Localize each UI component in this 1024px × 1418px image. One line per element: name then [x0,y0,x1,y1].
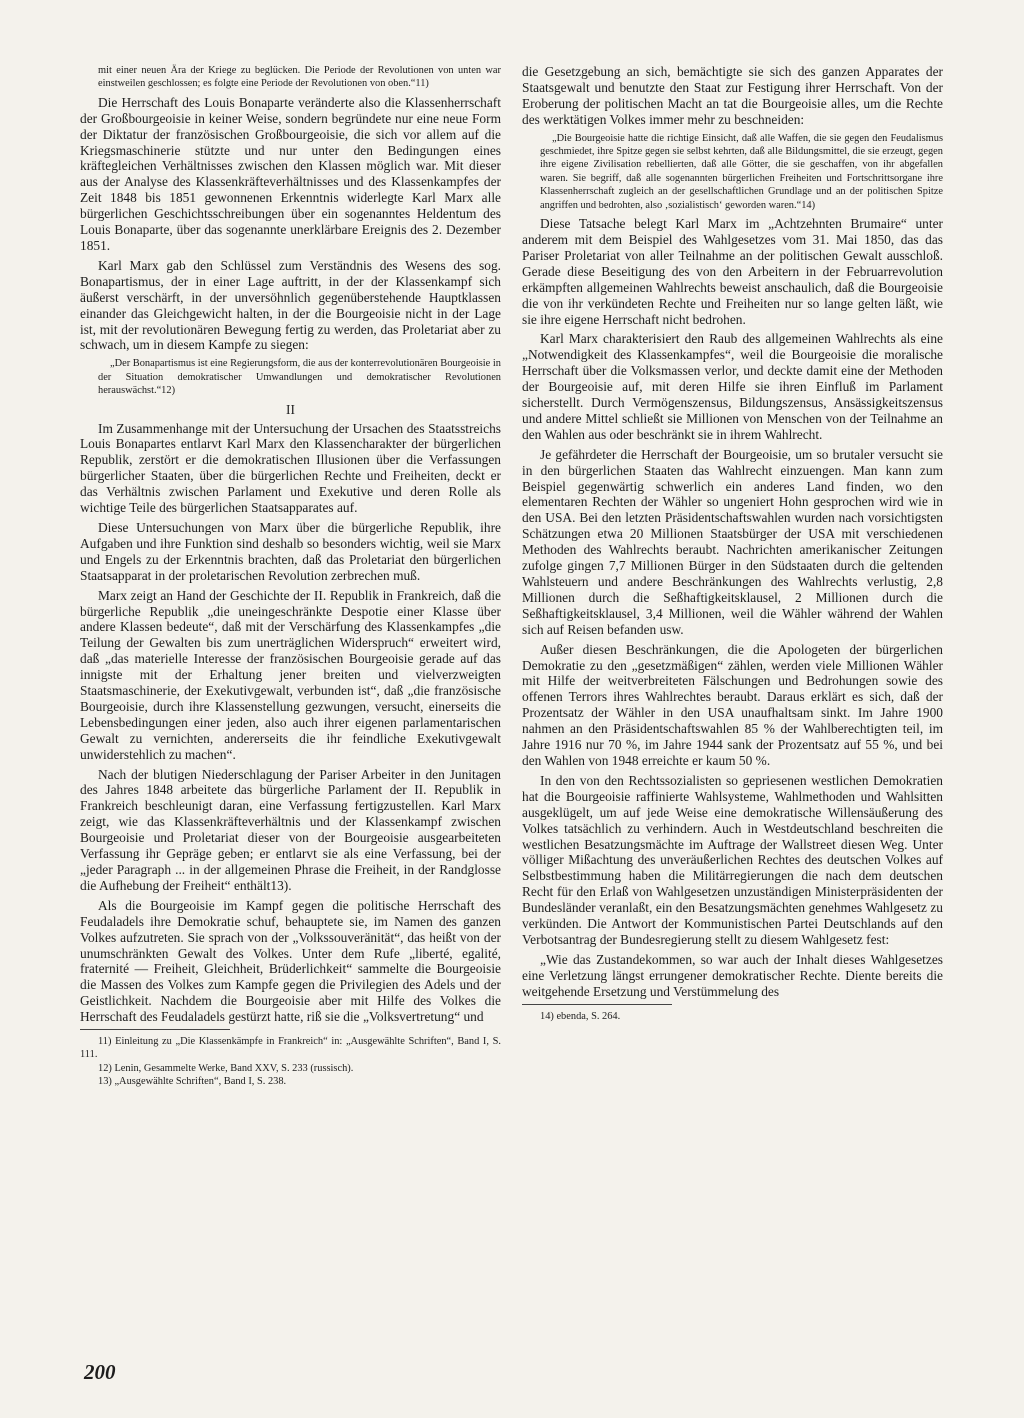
paragraph: Als die Bourgeoisie im Kampf gegen die politische Herrschaft des Feudaladels ihre Demokratie schuf, behauptete sie, im Namen des ganzen Volkes aufzutreten. Sie sprach von der „Volkssouveränität“, das heißt von der unumschränkten Gewalt des Volkes. Unter dem Rufe „liberté, egalité, fraternité — Freiheit, Gleichheit, Brüderlichkeit“ sammelte die Bourgeoisie die Massen des Volkes zum Kampfe gegen die Privilegien des Adels und der Geistlichkeit. Nachdem die Bourgeoisie aber mit Hilfe des Volkes die Herrschaft des Feudaladels gestürzt hatte, riß sie die „Volksvertretung“ und [80,897,501,1025]
footnote: 13) „Ausgewählte Schriften“, Band I, S. 238. [98,1076,287,1088]
footnote-divider [80,1029,230,1030]
right-column [522,64,943,1023]
paragraph: Außer diesen Beschränkungen, die die Apologeten der bürgerlichen Demokratie zu den „gesetzmäßigen“ zählen, werden viele Millionen Wähler mit Hilfe der weitverbreiteten Fälschungen und Bedrohungen sowie des offenen Terrors ihres Wahlrechtes beraubt. Daraus erklärt es sich, daß der Prozentsatz der Wähler in den USA unaufhaltsam sinkt. Im Jahre 1900 nahmen an den Präsidentschaftswahlen 85 % der Wahlberechtigten teil, im Jahre 1916 nur 70 %, im Jahre 1944 sank der Prozentsatz auf 55 %, und bei den Wahlen von 1948 erreichte er kaum 50 %. [522,641,943,768]
paragraph: Die Herrschaft des Louis Bonaparte veränderte also die Klassenherrschaft der Großbourgeoisie in keiner Weise, sondern begründete nur eine neue Form der Diktatur der französischen Großbourgeoisie, die sich vor allem auf die Kriegsmaschinerie stützte und nur unter den Bedingungen eines kräftegleichen Verhältnisses zwischen den Klassen möglich war. Mit dieser aus der Analyse des Klassenkräfteverhältnisses und des Klassenkampfes der Zeit 1848 bis 1851 gewonnenen Erkenntnis widerlegte Karl Marx alle bürgerlichen Geschichtsschreibungen über ein sogenanntes Heldentum des Louis Bonaparte, über das sogenannte unerklärbare Ereignis des 2. Dezember 1851. [80,94,501,253]
paragraph: Je gefährdeter die Herrschaft der Bourgeoisie, um so brutaler versucht sie in den bürgerlichen Staaten das Wahlrecht einzuengen. Man kann zum Beispiel gegenwärtig schwerlich ein anderes Land finden, wo den elementaren Rechten der Wähler so ungeniert Hohn gesprochen wird wie in den USA. Bei den letzten Präsidentschaftswahlen wurden nach vorsichtigsten Schätzungen etwa 20 Millionen Staatsbürger der USA mit verschiedenen Methoden des Wahlrechts beraubt. Nachrichten amerikanischer Zeitungen zufolge gingen 7,7 Millionen Bürger in den Südstaaten durch die geltenden Wahlsteuern und andere Beschränkungen des Wahlrechts verlustig, 2,8 Millionen durch die Seßhaftigkeitsklausel, 2 Millionen durch die Seßhaftigkeitsklausel, 3,4 Millionen, weil die Wähler während der Wahlen sich auf Reisen befanden usw. [522,446,943,637]
page-number: 200 [84,1360,116,1384]
paragraph: Marx zeigt an Hand der Geschichte der II. Republik in Frankreich, daß die bürgerliche Republik „die uneingeschränkte Despotie einer Klasse über andere Klassen bedeute“, daß mit der Verschärfung des Klassenkampfes „die Teilung der Gewalten bis zum unerträglichen Widerspruch“ erweitert wird, daß „das materielle Interesse der französischen Bourgeoisie gerade auf das innigste mit der Erhaltung jener breiten und vielverzweigten Staatsmaschinerie, der Exekutivgewalt, verbunden ist“, daß „die französische Bourgeoisie, durch ihre Klassenstellung gezwungen, versucht, einerseits die Lebensbedingungen einer jeden, also auch ihrer eigenen parlamentarischen Gewalt zu vernichten, andererseits die ihr feindliche Exekutivgewalt unwiderstehlich zu machen“. [80,587,501,762]
paragraph: Im Zusammenhange mit der Untersuchung der Ursachen des Staatsstreichs Louis Bonapartes entlarvt Karl Marx den Klassencharakter der bürgerlichen Republik, zerstört er die demokratischen Illusionen über die Verfassungen bürgerlicher Staaten, über die bürgerlichen Rechte und Freiheiten, deckt er das Verhältnis zwischen Parlament und Exekutive und deren Rolle als wichtige Teile des bürgerlichen Staatsapparates auf. [80,420,501,516]
footnote-divider [522,1004,672,1005]
paragraph: die Gesetzgebung an sich, bemächtigte sie sich des ganzen Apparates der Staatsgewalt und benutzte den Staat zur Festigung ihrer Herrschaft. Von der Eroberung der politischen Macht an tat die Bourgeoisie alles, um die Rechte des werktätigen Volkes immer mehr zu beschneiden: [522,64,943,127]
paragraph: In den von den Rechtssozialisten so gepriesenen westlichen Demokratien hat die Bourgeoisie raffinierte Wahlsysteme, Wahlmethoden und Wahlsitten ausgeklügelt, um auf jede Weise eine demokratische Willensäußerung des Volkes tatsächlich zu verhindern. Auch in Westdeutschland beschreiten die westlichen Besatzungsmächte im Auftrage der Wallstreet diesen Weg. Unter völliger Mißachtung des unveräußerlichen Rechtes des deutschen Volkes auf Selbstbestimmung haben die Militärregierungen die nach dem deutschen Recht für den Erlaß von Wahlgesetzen unzuständigen Ministerpräsidenten der Bundesländer veranlaßt, ein den Besatzungsmächten genehmes Wahlgesetz zu verkünden. Die Antwort der Kommunistischen Partei Deutschlands auf den Verbotsantrag der Bundesregierung stellt zu diesem Wahlgesetz fest: [522,772,943,947]
paragraph: Nach der blutigen Niederschlagung der Pariser Arbeiter in den Junitagen des Jahres 1848 arbeitete das bürgerliche Parlament der II. Republik in Frankreich beschleunigt daran, eine Verfassung fertigzustellen. Karl Marx zeigt, wie das Klassenkräfteverhältnis und der Klassenkampf zwischen Bourgeoisie und Proletariat dieser von der Bourgeoisie ausgearbeiteten Verfassung ihr Gepräge geben; er entlarvt sie als eine Verfassung, bei der „jeder Paragraph ... in der allgemeinen Phrase die Freiheit, in der Randglosse die Aufhebung der Freiheit“ enthält13). [80,766,501,893]
left-column [80,64,501,1089]
footnote: 14) ebenda, S. 264. [540,1010,621,1022]
block-quote: „Der Bonapartismus ist eine Regierungsform, die aus der konterrevolutionären Bourgeoisie in der Situation demokratischer Umwandlungen und demokratischer Revolutionen herauswächst.“12) [98,358,501,397]
quote-continuation: mit einer neuen Ära der Kriege zu beglücken. Die Periode der Revolutionen von unten war einstweilen geschlossen; es folgte eine Periode der Revolutionen von oben.“11) [98,65,501,90]
section-heading: II [286,401,295,417]
footnote: 12) Lenin, Gesammelte Werke, Band XXV, S. 233 (russisch). [98,1062,354,1074]
footnote: 11) Einleitung zu „Die Klassenkämpfe in Frankreich“ in: „Ausgewählte Schriften“, Band I, S. 111. [80,1036,501,1061]
paragraph: Karl Marx gab den Schlüssel zum Verständnis des Wesens des sog. Bonapartismus, der in einer Lage auftritt, in der der Klassenkampf sich äußerst verschärft, in der unversöhnlich gegenüberstehende Hauptklassen einander das Gleichgewicht halten, in der die Bourgeoisie nicht in der Lage ist, mit der revolutionären Bewegung fertig zu werden, das Proletariat aber zu schwach, um in diesem Kampfe zu siegen: [80,257,501,353]
paragraph: Diese Untersuchungen von Marx über die bürgerliche Republik, ihre Aufgaben und ihre Funktion sind deshalb so besonders wichtig, weil sie Marx und Engels zu der Erkenntnis brachten, daß das Proletariat den bürgerlichen Staatsapparat in der proletarischen Revolution zerbrechen muß. [80,519,501,583]
paragraph: „Wie das Zustandekommen, so war auch der Inhalt dieses Wahlgesetzes eine Verletzung längst errungener demokratischer Rechte. Diente bereits die weitgehende Ersetzung und Verstümmelung des [522,951,943,999]
paragraph: Karl Marx charakterisiert den Raub des allgemeinen Wahlrechts als eine „Notwendigkeit des Klassenkampfes“, weil die Bourgeoisie die moralische Herrschaft über die Volksmassen verlor, und deckte damit eine der Methoden der Bourgeoisie auf, mit deren Hilfe sie ihren Einfluß im Parlament sicherstellt. Durch Vermögenszensus, Bildungszensus, Ansässigkeitszensus und andere Mittel schließt sie Millionen von Menschen von der Teilnahme an den Wahlen aus oder beschränkt sie in ihrem Wahlrecht. [522,331,943,442]
paragraph: Diese Tatsache belegt Karl Marx im „Achtzehnten Brumaire“ unter anderem mit dem Beispiel des Wahlgesetzes vom 31. Mai 1850, das das Pariser Proletariat von aller Teilnahme an der politischen Gewalt ausschloß. Gerade diese Beseitigung des von den Arbeitern in der Februarrevolution erkämpften allgemeinen Wahlrechts beweist anschaulich, daß die Bourgeoisie die von ihr verkündeten Rechte und Freiheiten nur so lange gelten läßt, wie sie ihre eigene Herrschaft nicht bedrohen. [522,216,943,327]
block-quote: „Die Bourgeoisie hatte die richtige Einsicht, daß alle Waffen, die sie gegen den Feudalismus geschmiedet, ihre Spitze gegen sie selbst kehrten, daß alle Bildungsmittel, die sie erzeugt, gegen ihre eigene Zivilisation rebellierten, daß alle Götter, die sie geschaffen, von ihr abgefallen waren. Sie begriff, daß alle sogenannten bürgerlichen Freiheiten und Fortschrittsorgane ihre Klassenherrschaft zugleich an der gesellschaftlichen Grundlage und an der politischen Spitze angriffen und bedrohten, also ‚sozialistisch‘ geworden waren.“14) [540,132,943,211]
